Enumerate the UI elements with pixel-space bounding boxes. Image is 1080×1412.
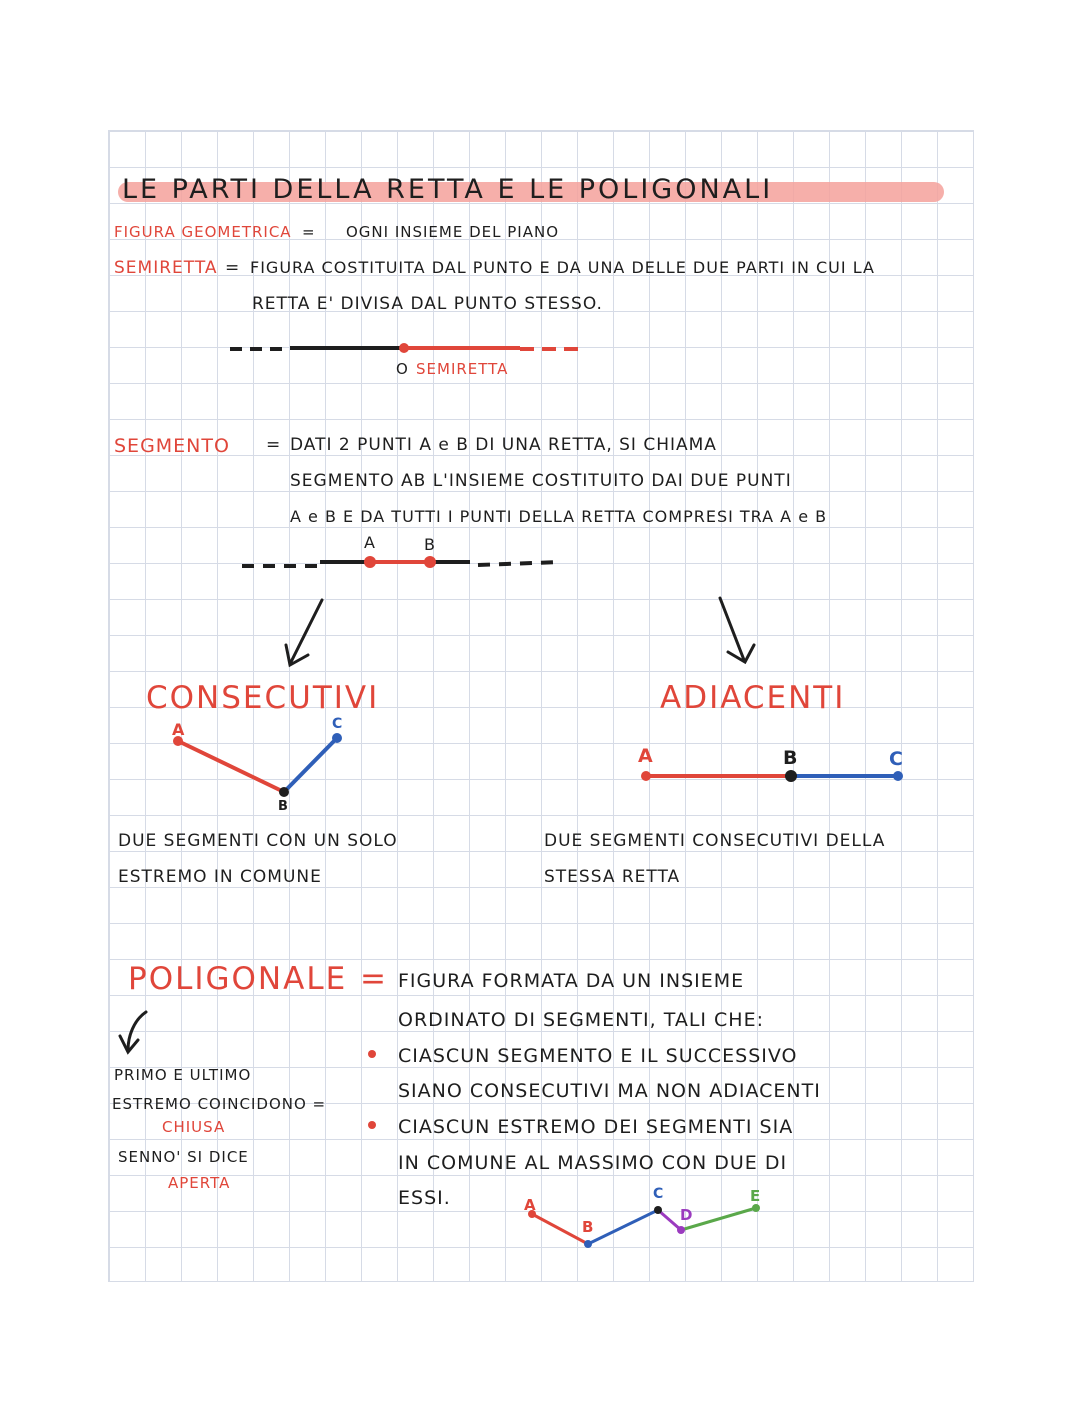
poligonale-definition-line1: FIGURA FORMATA DA UN INSIEME <box>398 970 745 992</box>
segmento-definition-line1: DATI 2 PUNTI A e B DI UNA RETTA, SI CHIAMA <box>290 435 717 455</box>
arrow-left <box>286 600 322 665</box>
segmento-dashed-right <box>478 562 560 565</box>
adiacenti-diagram <box>638 745 903 782</box>
poligonale-diagram <box>524 1186 760 1248</box>
figura-term: FIGURA GEOMETRICA <box>114 223 292 241</box>
segmento-definition-line2: SEGMENTO AB L'INSIEME COSTITUITO DAI DUE PUNTI <box>290 471 792 491</box>
segmento-label-b: B <box>424 535 435 554</box>
poligonale-note-line2: ESTREMO COINCIDONO = <box>112 1095 327 1113</box>
semiretta-definition-line1: FIGURA COSTITUITA DAL PUNTO E DA UNA DELLE DUE PARTI IN CUI LA <box>250 258 875 277</box>
adiacenti-term: ADIACENTI <box>660 680 846 716</box>
adiacenti-description-line1: DUE SEGMENTI CONSECUTIVI DELLA <box>544 831 886 851</box>
adiacenti-label-a: A <box>638 745 653 767</box>
bullet-2 <box>368 1121 376 1129</box>
adiacenti-description-line2: STESSA RETTA <box>544 867 681 887</box>
consecutivi-label-b: B <box>278 799 288 814</box>
adiacenti-label-c: C <box>889 748 903 770</box>
poligonale-point-d <box>677 1226 685 1234</box>
poligonale-label-b: B <box>582 1218 594 1236</box>
poligonale-equals: = <box>360 961 388 997</box>
poligonale-point-b <box>584 1240 592 1248</box>
poligonale-label-a: A <box>524 1196 536 1214</box>
segmento-point-a <box>364 556 376 568</box>
poligonale-point-c <box>654 1206 662 1214</box>
segmento-point-b <box>424 556 436 568</box>
poligonale-bullet2-line3: ESSI. <box>398 1187 451 1209</box>
arrow-right <box>720 598 754 662</box>
poligonale-bullet1-line1: CIASCUN SEGMENTO E IL SUCCESSIVO <box>398 1045 798 1067</box>
figura-definition: OGNI INSIEME DEL PIANO <box>346 223 560 241</box>
consecutivi-point-b <box>279 787 289 797</box>
figura-equals: = <box>302 223 316 241</box>
consecutivi-description-line2: ESTREMO IN COMUNE <box>118 867 322 887</box>
consecutivi-point-c <box>332 733 342 743</box>
semiretta-point-label: O <box>396 360 408 378</box>
poligonale-arrow-shaft <box>128 1012 146 1050</box>
poligonale-segment-ab <box>532 1214 588 1244</box>
poligonale-segment-bc <box>588 1210 658 1244</box>
segmento-equals: = <box>266 435 282 455</box>
poligonale-bullet2-line1: CIASCUN ESTREMO DEI SEGMENTI SIA <box>398 1116 794 1138</box>
segmento-diagram <box>242 533 560 568</box>
poligonale-label-c: C <box>653 1186 664 1202</box>
consecutivi-term: CONSECUTIVI <box>146 680 380 716</box>
consecutivi-segment-bc <box>284 738 337 792</box>
poligonale-note-line3: SENNO' SI DICE <box>118 1148 249 1166</box>
poligonale-segment-cd <box>658 1210 681 1230</box>
poligonale-label-d: D <box>680 1206 693 1224</box>
consecutivi-label-c: C <box>332 716 343 732</box>
arrow-right-shaft <box>720 598 744 660</box>
consecutivi-segment-ab <box>178 741 284 792</box>
adiacenti-point-b <box>785 770 797 782</box>
poligonale-bullet1-line2: SIANO CONSECUTIVI MA NON ADIACENTI <box>398 1080 821 1102</box>
poligonale-note-line1: PRIMO E ULTIMO <box>114 1066 252 1084</box>
consecutivi-description-line1: DUE SEGMENTI CON UN SOLO <box>118 831 398 851</box>
segmento-label-a: A <box>364 533 375 552</box>
semiretta-term: SEMIRETTA <box>114 258 218 278</box>
consecutivi-diagram <box>172 716 342 814</box>
adiacenti-point-c <box>893 771 903 781</box>
segmento-definition-line3: A e B E DA TUTTI I PUNTI DELLA RETTA COMPRESI TRA A e B <box>290 507 828 526</box>
semiretta-origin-point <box>399 343 409 353</box>
semiretta-definition-line2: RETTA E' DIVISA DAL PUNTO STESSO. <box>252 294 603 314</box>
adiacenti-point-a <box>641 771 651 781</box>
page-title: LE PARTI DELLA RETTA E LE POLIGONALI <box>122 174 774 205</box>
semiretta-equals: = <box>225 258 241 278</box>
adiacenti-label-b: B <box>783 747 798 769</box>
bullet-1 <box>368 1050 376 1058</box>
segmento-term: SEGMENTO <box>114 435 230 457</box>
poligonale-term: POLIGONALE <box>128 961 348 997</box>
poligonale-point-e <box>752 1204 760 1212</box>
poligonale-definition-line2: ORDINATO DI SEGMENTI, TALI CHE: <box>398 1009 765 1031</box>
poligonale-note-closed: CHIUSA <box>162 1118 226 1136</box>
semiretta-diagram-label: SEMIRETTA <box>416 360 509 378</box>
poligonale-arrow <box>120 1012 146 1052</box>
poligonale-label-e: E <box>750 1187 761 1205</box>
poligonale-note-open: APERTA <box>168 1174 231 1192</box>
semiretta-diagram <box>230 343 582 378</box>
poligonale-bullet2-line2: IN COMUNE AL MASSIMO CON DUE DI <box>398 1152 788 1174</box>
consecutivi-label-a: A <box>172 720 185 739</box>
